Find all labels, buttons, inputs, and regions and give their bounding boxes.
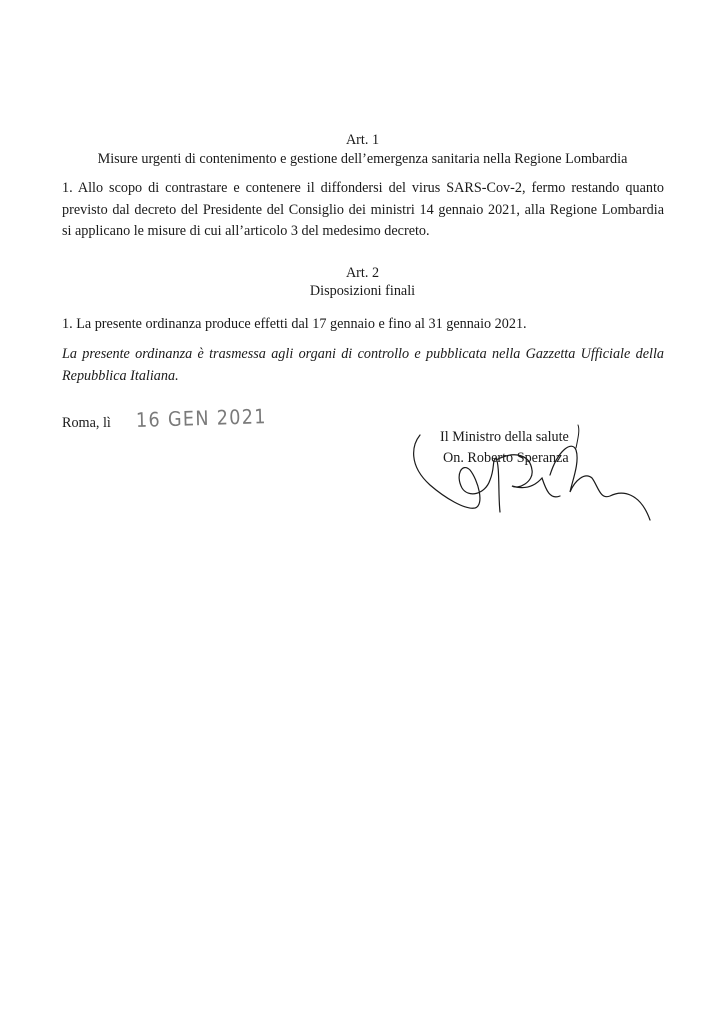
place-label: Roma, lì xyxy=(62,415,111,431)
publication-line-2: Repubblica Italiana. xyxy=(62,367,179,384)
article-1-line-2: previsto dal decreto del Presidente del Consiglio dei ministri 14 gennaio 2021, alla Regione Lombardia xyxy=(62,201,664,218)
signer-name: On. Roberto Speranza xyxy=(443,450,569,466)
article-1-line-3: si applicano le misure di cui all’articolo 3 del medesimo decreto. xyxy=(62,223,430,239)
publication-note xyxy=(62,344,664,387)
publication-line-1: La presente ordinanza è trasmessa agli organi di controllo e pubblicata nella Gazzetta Ufficiale della xyxy=(62,346,664,362)
handwritten-signature-icon xyxy=(400,420,660,530)
date-stamp: 16 GEN 2021 xyxy=(135,404,268,432)
signer-title: Il Ministro della salute xyxy=(440,429,569,445)
article-2-line-1: 1. La presente ordinanza produce effetti dal 17 gennaio e fino al 31 gennaio 2021. xyxy=(62,316,527,332)
article-2-title: Disposizioni finali xyxy=(309,283,416,299)
article-1-line-1: 1. Allo scopo di contrastare e contenere il diffondersi del virus SARS-Cov-2, fermo restando quanto xyxy=(62,180,664,196)
article-1-heading: Art. 1 xyxy=(345,132,380,148)
article-1-title: Misure urgenti di contenimento e gestione dell’emergenza sanitaria nella Regione Lombardia xyxy=(97,151,628,167)
article-2-heading: Art. 2 xyxy=(345,265,380,281)
article-1-paragraph xyxy=(62,178,664,243)
article-2-paragraph xyxy=(62,314,664,336)
